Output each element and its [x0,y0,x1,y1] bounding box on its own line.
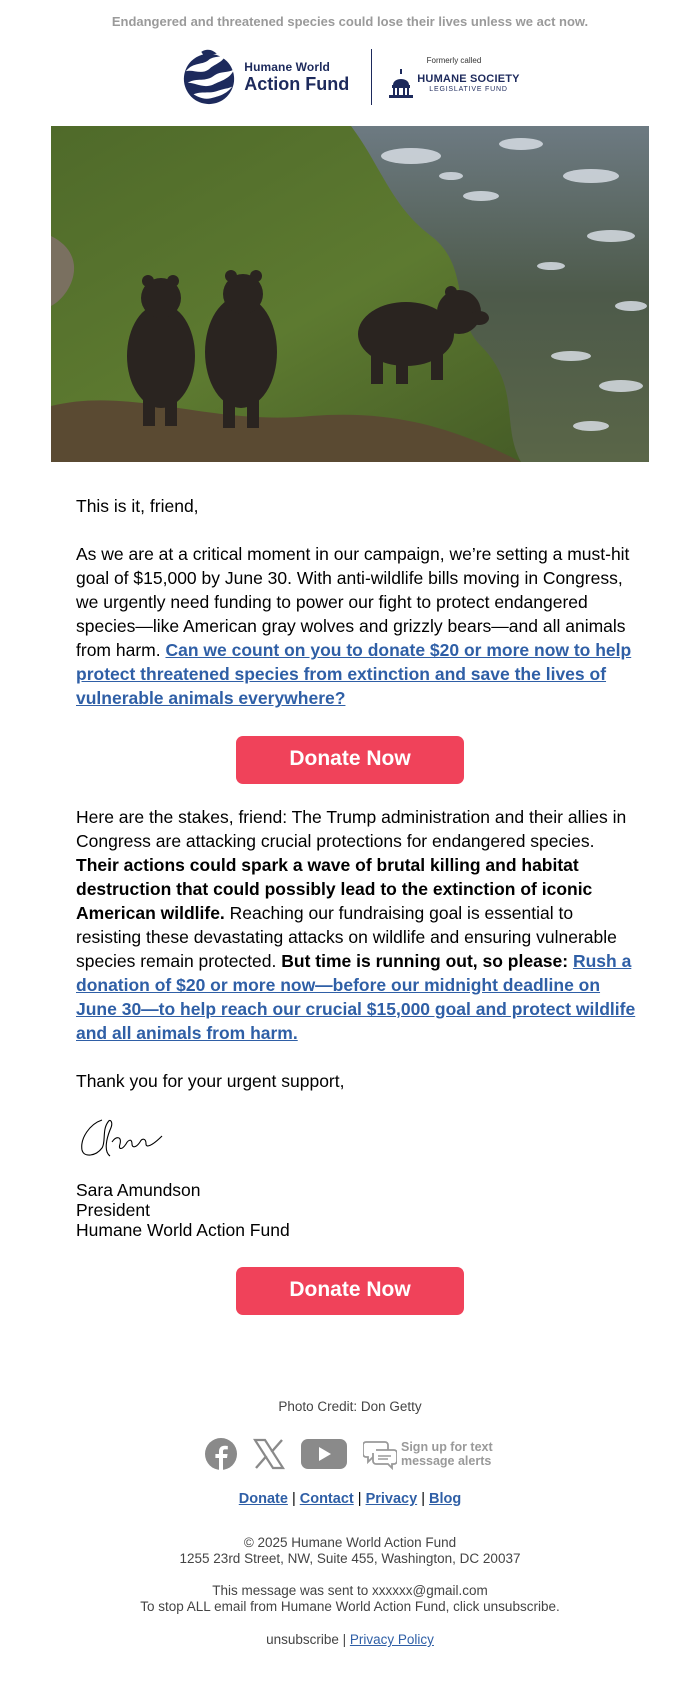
capitol-dome-icon [388,69,414,99]
bear-cubs-photo [51,126,649,462]
x-icon[interactable] [253,1438,285,1470]
facebook-icon[interactable] [205,1438,237,1470]
humane-world-globe-icon [180,48,238,106]
signer-title: President [76,1200,150,1220]
letter-closing: Thank you for your urgent support, [76,1071,345,1091]
privacy-policy-link[interactable]: Privacy Policy [349,1632,434,1647]
donate-appeal-link[interactable]: Can we count on you to donate $20 or more now to help protect threatened species from extinction and save the lives of vulnerable animals everywhere? [76,640,632,708]
logo-header [0,46,700,108]
stop-email-text: To stop ALL email from Humane World Action Fund, click unsubscribe. [140,1599,560,1614]
formerly-called-label: Formerly called [426,55,482,65]
sms-line-2: message alerts [401,1454,492,1468]
sms-line-1: Sign up for text [401,1440,493,1454]
footer-link-contact[interactable]: Contact [299,1491,354,1507]
footer-link-privacy[interactable]: Privacy [365,1491,418,1507]
paragraph-2-bold-2: But time is running out, so please: [281,951,569,971]
rush-donation-link[interactable]: Rush a donation of $20 or more now—before our midnight deadline on June 30—to help reach our crucial $15,000 goal and protect wildlife and all animals from harm. [76,951,636,1043]
paragraph-1-text: As we are at a critical moment in our campaign, we’re setting a must-hit goal of $15,000 by June 30. With anti-wildlife bills moving in Congress, we urgently need funding to power our fight to protect endangered species—like American gray wolves and grizzly bears—and all animals from harm. [76,544,630,660]
hero-image-bear-cubs[interactable] [51,126,649,462]
humane-world-logo[interactable] [180,48,349,106]
footer-link-donate[interactable]: Donate [238,1491,288,1507]
social-links [205,1437,493,1471]
paragraph-2-bold-1: Their actions could spark a wave of brutal killing and habitat destruction that could possibly lead to the extinction of iconic American wildlife. [76,855,593,923]
humane-society-logo [388,56,519,99]
brand-line-2: Action Fund [244,74,350,94]
letter-paragraph-2 [76,805,636,1045]
letter-paragraph-1 [76,542,636,710]
copyright-block [0,1535,700,1567]
unsubscribe-row: unsubscribe | Privacy Policy [266,1632,434,1647]
copyright-text: © 2025 Humane World Action Fund [243,1535,457,1550]
handwritten-signature [76,1112,168,1164]
donate-now-button[interactable]: Donate Now [236,736,464,784]
former-name-sub: LEGISLATIVE FUND [429,85,508,93]
paragraph-2-intro: Here are the stakes, friend: The Trump administration and their allies in Congress are attacking crucial protections for endangered species. [76,807,627,851]
youtube-icon[interactable] [301,1438,347,1470]
donate-now-button-bottom[interactable]: Donate Now [236,1267,464,1315]
mailing-address: 1255 23rd Street, NW, Suite 455, Washington, DC 20037 [179,1551,521,1566]
footer-link-blog[interactable]: Blog [429,1491,462,1507]
sms-signup[interactable] [363,1438,493,1470]
brand-line-1: Humane World [244,60,330,74]
email-notice [0,1583,700,1615]
preheader-text: Endangered and threatened species could lose their lives unless we act now. [111,14,589,29]
footer-nav: Donate | Contact | Privacy | Blog [238,1491,462,1507]
sms-icon [363,1438,397,1470]
logo-divider [371,49,372,105]
signature-block [76,1180,636,1240]
signer-organization: Humane World Action Fund [76,1220,290,1240]
photo-credit: Photo Credit: Don Getty [278,1399,422,1414]
sent-to-text: This message was sent to xxxxxx@gmail.com [212,1583,488,1598]
unsubscribe-link[interactable]: unsubscribe [266,1632,339,1647]
letter-greeting: This is it, friend, [76,496,199,516]
signer-name: Sara Amundson [76,1180,201,1200]
paragraph-2-middle: Reaching our fundraising goal is essential to resisting these devastating attacks on wildlife and ensuring vulnerable species remain protected. [76,903,617,971]
former-name: HUMANE SOCIETY [417,73,520,86]
